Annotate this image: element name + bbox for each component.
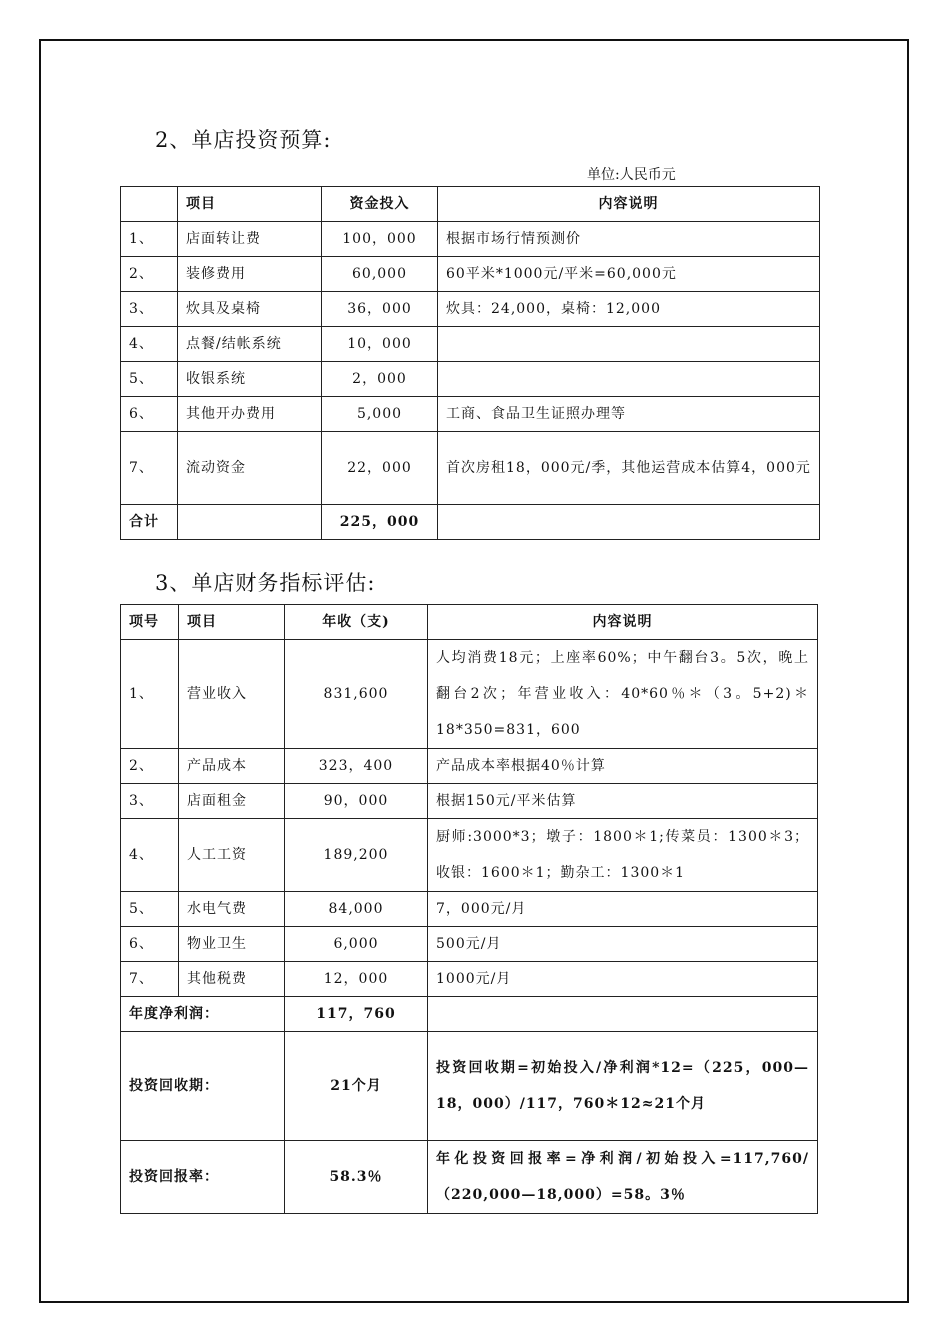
row-amount: 10，000 — [322, 327, 438, 362]
row-number: 5、 — [121, 892, 179, 927]
row-number: 4、 — [121, 327, 178, 362]
net-profit-description — [428, 997, 818, 1032]
row-amount: 60,000 — [322, 257, 438, 292]
table-row — [121, 640, 818, 749]
investment-budget-table — [120, 186, 820, 540]
row-amount: 100，000 — [322, 222, 438, 257]
row-description: 首次房租18，000元/季，其他运营成本估算4，000元 — [438, 432, 820, 505]
row-number: 2、 — [121, 749, 179, 784]
row-item: 产品成本 — [179, 749, 285, 784]
row-number: 4、 — [121, 819, 179, 892]
row-description: 1000元/月 — [428, 962, 818, 997]
table-row — [121, 397, 820, 432]
header-cell: 项号 — [121, 605, 179, 640]
unit-note: 单位:人民币元 — [587, 167, 676, 183]
header-cell — [121, 187, 178, 222]
roi-amount: 58.3％ — [285, 1141, 428, 1214]
roi-description: 年化投资回报率=净利润/初始投入=117,760/（220,000—18,000）=58。3％ — [428, 1141, 818, 1214]
row-number: 7、 — [121, 962, 179, 997]
row-item: 营业收入 — [179, 640, 285, 749]
table-row — [121, 819, 818, 892]
table-row — [121, 222, 820, 257]
row-item: 其他开办费用 — [178, 397, 322, 432]
row-amount: 22，000 — [322, 432, 438, 505]
header-cell: 项目 — [178, 187, 322, 222]
row-item: 店面租金 — [179, 784, 285, 819]
row-number: 6、 — [121, 927, 179, 962]
table-header-row — [121, 605, 818, 640]
payback-amount: 21个月 — [285, 1032, 428, 1141]
row-item: 物业卫生 — [179, 927, 285, 962]
row-number: 3、 — [121, 292, 178, 327]
row-description: 7，000元/月 — [428, 892, 818, 927]
row-description — [438, 362, 820, 397]
row-number: 1、 — [121, 222, 178, 257]
row-number: 6、 — [121, 397, 178, 432]
row-number: 3、 — [121, 784, 179, 819]
row-description: 根据市场行情预测价 — [438, 222, 820, 257]
row-item: 炊具及桌椅 — [178, 292, 322, 327]
row-description: 炊具：24,000，桌椅：12,000 — [438, 292, 820, 327]
table-header-row — [121, 187, 820, 222]
row-item: 其他税费 — [179, 962, 285, 997]
net-profit-label: 年度净利润： — [121, 997, 285, 1032]
row-amount: 12，000 — [285, 962, 428, 997]
header-cell: 内容说明 — [428, 605, 818, 640]
table-row — [121, 292, 820, 327]
row-item: 人工工资 — [179, 819, 285, 892]
table-row — [121, 962, 818, 997]
row-item: 流动资金 — [178, 432, 322, 505]
section3-title: 3、单店财务指标评估: — [155, 571, 376, 595]
total-amount: 225，000 — [322, 505, 438, 540]
row-number: 7、 — [121, 432, 178, 505]
row-item: 点餐/结帐系统 — [178, 327, 322, 362]
row-amount: 90，000 — [285, 784, 428, 819]
row-description: 厨师:3000*3；墩子：1800＊1;传菜员：1300＊3；收银：1600＊1；勤杂工：1300＊1 — [428, 819, 818, 892]
row-amount: 831,600 — [285, 640, 428, 749]
financial-indicators-table — [120, 604, 818, 1214]
row-number: 1、 — [121, 640, 179, 749]
row-item: 装修费用 — [178, 257, 322, 292]
table-row — [121, 749, 818, 784]
net-profit-amount: 117，760 — [285, 997, 428, 1032]
header-cell: 资金投入 — [322, 187, 438, 222]
row-description: 产品成本率根据40％计算 — [428, 749, 818, 784]
header-cell: 内容说明 — [438, 187, 820, 222]
row-description: 人均消费18元；上座率60%；中午翻台3。5次，晚上翻台2次；年营业收入：40*60％＊（3。5+2)＊18*350=831，600 — [428, 640, 818, 749]
table-row — [121, 784, 818, 819]
row-item: 收银系统 — [178, 362, 322, 397]
header-cell: 年收（支) — [285, 605, 428, 640]
row-amount: 323，400 — [285, 749, 428, 784]
table-row — [121, 432, 820, 505]
total-label: 合计 — [121, 505, 178, 540]
row-amount: 84,000 — [285, 892, 428, 927]
empty-cell — [178, 505, 322, 540]
row-amount: 189,200 — [285, 819, 428, 892]
empty-cell — [438, 505, 820, 540]
net-profit-row — [121, 997, 818, 1032]
row-item: 店面转让费 — [178, 222, 322, 257]
payback-row — [121, 1032, 818, 1141]
table-row — [121, 927, 818, 962]
row-description: 60平米*1000元/平米=60,000元 — [438, 257, 820, 292]
row-amount: 6,000 — [285, 927, 428, 962]
payback-label: 投资回收期： — [121, 1032, 285, 1141]
roi-label: 投资回报率： — [121, 1141, 285, 1214]
row-number: 2、 — [121, 257, 178, 292]
roi-row — [121, 1141, 818, 1214]
row-amount: 36，000 — [322, 292, 438, 327]
row-item: 水电气费 — [179, 892, 285, 927]
total-row — [121, 505, 820, 540]
table-row — [121, 362, 820, 397]
row-description — [438, 327, 820, 362]
table-row — [121, 257, 820, 292]
row-amount: 5,000 — [322, 397, 438, 432]
section2-title: 2、单店投资预算: — [155, 128, 332, 152]
table-row — [121, 892, 818, 927]
row-description: 工商、食品卫生证照办理等 — [438, 397, 820, 432]
header-cell: 项目 — [179, 605, 285, 640]
payback-description: 投资回收期=初始投入/净利润*12=（225，000—18，000）/117，760＊12≈21个月 — [428, 1032, 818, 1141]
row-description: 500元/月 — [428, 927, 818, 962]
row-description: 根据150元/平米估算 — [428, 784, 818, 819]
table-row — [121, 327, 820, 362]
row-number: 5、 — [121, 362, 178, 397]
row-amount: 2，000 — [322, 362, 438, 397]
